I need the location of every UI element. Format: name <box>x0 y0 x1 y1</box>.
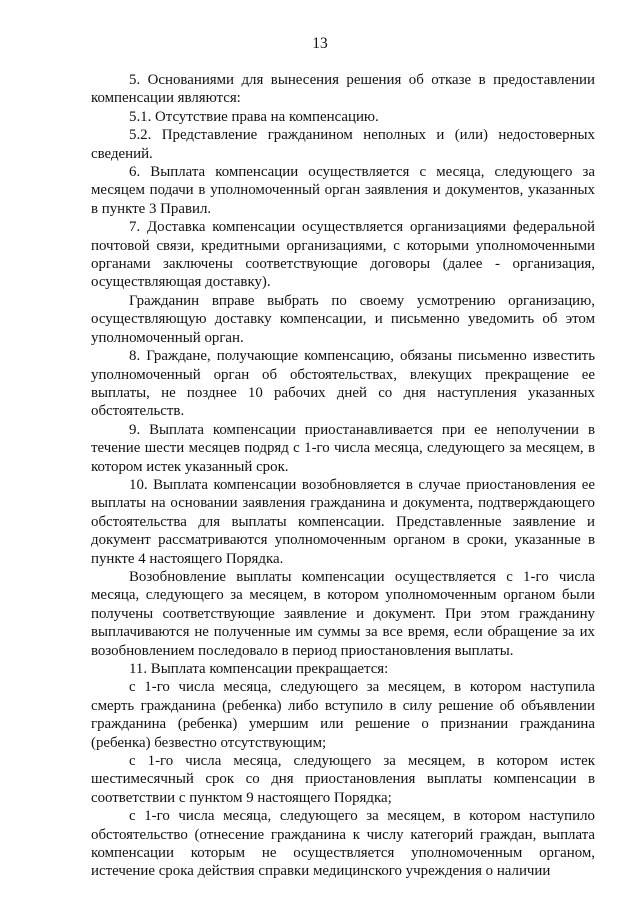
paragraph-11-circumstance: с 1-го числа месяца, следующего за месяцем, в котором наступило обстоятельство (отнесение гражданина к числу категорий граждан, выплата компенсации которым не осуществляется уполномоченным органом, истечение срока действия справки медицинского учреждения о наличии <box>91 808 595 880</box>
paragraph-5-1: 5.1. Отсутствие права на компенсацию. <box>129 108 379 125</box>
paragraph-8: 8. Граждане, получающие компенсацию, обязаны письменно известить уполномоченный орган об обстоятельствах, влекущих прекращение ее выплаты, не позднее 10 рабочих дней со дня наступления указанных обстоятельств. <box>91 348 595 420</box>
document-body <box>91 71 595 881</box>
paragraph-10: 10. Выплата компенсации возобновляется в случае приостановления ее выплаты на основании заявления гражданина и документа, подтверждающего обстоятельства для выплаты компенсации. Представленные заявление и документ рассматриваются уполномоченным органом в сроки, указанные в пункте 4 настоящего Порядка. <box>91 476 595 567</box>
page-number: 13 <box>312 35 328 52</box>
paragraph-11-death: с 1-го числа месяца, следующего за месяцем, в котором наступила смерть гражданина (ребенка) либо вступило в силу решение об объявлении гражданина (ребенка) умершим или решение о признании гражданина (ребенка) безвестно отсутствующим; <box>91 679 595 751</box>
paragraph-9: 9. Выплата компенсации приостанавливается при ее неполучении в течение шести месяцев подряд с 1-го числа месяца, следующего за месяцем, в котором истек указанный срок. <box>91 421 595 475</box>
paragraph-5-2: 5.2. Представление гражданином неполных и (или) недостоверных сведений. <box>91 127 595 162</box>
paragraph-10-resumption: Возобновление выплаты компенсации осуществляется с 1-го числа месяца, следующего за месяцем, в котором уполномоченным органом были получены соответствующие заявление и документ. При этом гражданину выплачиваются не полученные им суммы за все время, если обращение за их возобновлением последовало в период приостановления выплаты. <box>91 568 595 659</box>
paragraph-11: 11. Выплата компенсации прекращается: <box>129 661 389 677</box>
paragraph-5: 5. Основаниями для вынесения решения об отказе в предоставлении компенсации являются: <box>91 72 595 107</box>
paragraph-7: 7. Доставка компенсации осуществляется организациями федеральной почтовой связи, кредитными организациями, с которыми уполномоченными органами заключены соответствующие договоры (далее - организация, осуществляющая доставку). <box>91 219 595 291</box>
paragraph-11-six-months: с 1-го числа месяца, следующего за месяцем, в котором истек шестимесячный срок со дня приостановления выплаты компенсации в соответствии с пунктом 9 настоящего Порядка; <box>91 753 595 806</box>
paragraph-7-delivery-choice: Гражданин вправе выбрать по своему усмотрению организацию, осуществляющую доставку компенсации, и письменно уведомить об этом уполномоченный орган. <box>91 292 595 346</box>
paragraph-6: 6. Выплата компенсации осуществляется с месяца, следующего за месяцем подачи в уполномоченный орган заявления и документов, указанных в пункте 3 Правил. <box>91 164 595 217</box>
